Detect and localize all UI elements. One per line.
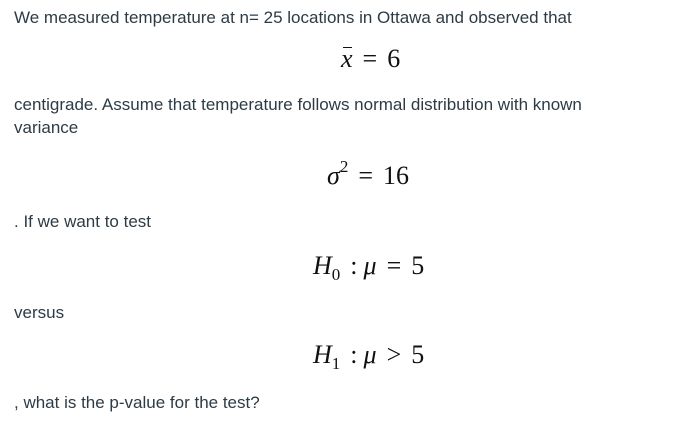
question-text-line-4: . If we want to test [14,212,152,231]
null-hypothesis-equation [313,251,424,284]
h0-symbol: H [313,251,332,280]
alternative-hypothesis-equation [313,340,424,373]
question-text-line-3: variance [14,118,79,137]
h0-colon: : [350,251,358,280]
sigma-symbol: σ [327,161,340,190]
question-text-line-1: We measured temperature at n= 25 locations in Ottawa and observed that [14,8,572,27]
h1-relation: > [386,340,402,369]
xbar-symbol: x [341,44,353,73]
question-text-line-5: versus [14,303,65,322]
h0-value: 5 [411,251,425,280]
h0-mu: μ [363,251,377,280]
h1-subscript: 1 [331,354,341,373]
sample-mean-equation [341,44,400,74]
h1-symbol: H [313,340,332,369]
question-text-line-6: , what is the p-value for the test? [14,393,260,412]
sigma-equals: = [358,161,373,190]
xbar-value: 6 [387,44,401,73]
variance-equation [327,157,409,194]
question-text-line-2: centigrade. Assume that temperature follows normal distribution with known [14,95,582,114]
sigma-value: 16 [383,161,409,190]
h1-colon: : [350,340,358,369]
xbar-equals: = [362,44,378,73]
h0-subscript: 0 [331,265,341,284]
h1-mu: μ [363,340,377,369]
h0-relation: = [386,251,402,280]
h1-value: 5 [411,340,425,369]
sigma-exponent: 2 [339,157,349,176]
